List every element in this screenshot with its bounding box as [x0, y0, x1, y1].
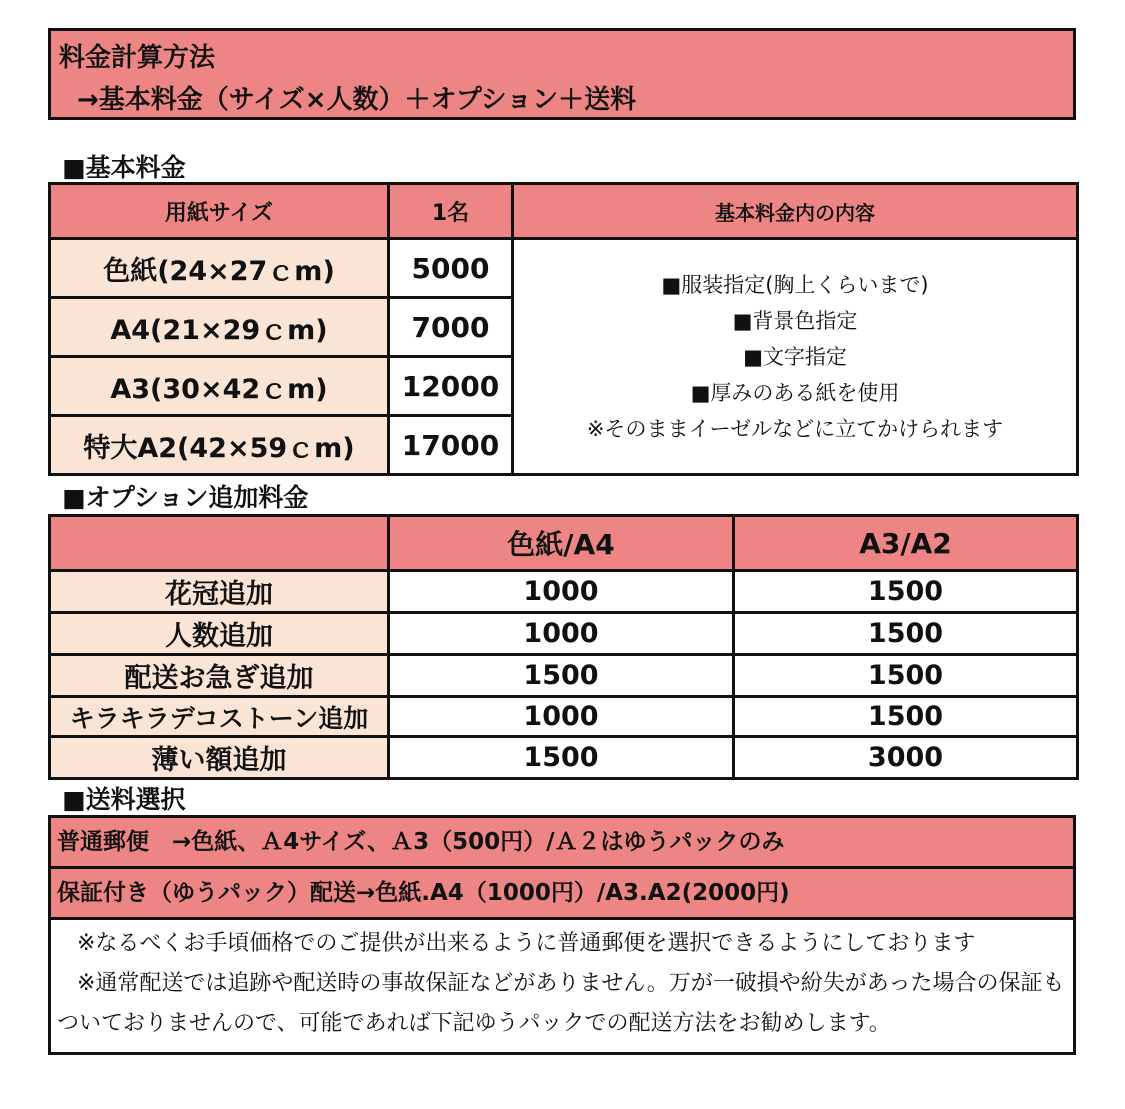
- header-one-person: 1名: [389, 184, 513, 239]
- option-name: 配送お急ぎ追加: [50, 655, 389, 697]
- price-cell: 12000: [389, 357, 513, 416]
- option-price-b: 1500: [734, 655, 1078, 697]
- pricing-formula-title: 料金計算方法: [59, 43, 216, 73]
- header-paper-size: 用紙サイズ: [50, 184, 389, 239]
- header-a3-a2: A3/A2: [734, 516, 1078, 571]
- shipping-option-regular: 普通郵便 →色紙、Ａ4サイズ、Ａ3（500円）/Ａ２はゆうパックのみ: [51, 818, 1073, 869]
- table-header-row: [50, 516, 1078, 571]
- shipping-title: ■送料選択: [62, 785, 186, 814]
- basic-fee-table: [48, 182, 1079, 476]
- option-price-a: 1500: [389, 737, 734, 779]
- table-header-row: [50, 184, 1078, 239]
- contents-item: ■背景色指定: [732, 308, 858, 333]
- pricing-formula-text: →基本料金（サイズ×人数）＋オプション＋送料: [77, 85, 637, 115]
- option-price-b: 1500: [734, 571, 1078, 613]
- option-price-a: 1000: [389, 697, 734, 737]
- table-row: [50, 571, 1078, 613]
- option-price-a: 1500: [389, 655, 734, 697]
- contents-item: ■厚みのある紙を使用: [690, 380, 900, 405]
- option-price-b: 1500: [734, 613, 1078, 655]
- option-price-b: 1500: [734, 697, 1078, 737]
- option-price-b: 3000: [734, 737, 1078, 779]
- shipping-option-insured: 保証付き（ゆうパック）配送→色紙.A4（1000円）/A3.A2(2000円): [51, 869, 1073, 920]
- contents-item: ■服装指定(胸上くらいまで): [661, 272, 929, 297]
- contents-item: ■文字指定: [743, 344, 847, 369]
- size-cell: A4(21×29ｃm): [50, 298, 389, 357]
- price-cell: 17000: [389, 416, 513, 475]
- size-cell: 特大A2(42×59ｃm): [50, 416, 389, 475]
- option-fee-title: ■オプション追加料金: [62, 483, 309, 512]
- contents-cell: [513, 239, 1078, 475]
- table-row: [50, 613, 1078, 655]
- header-contents: 基本料金内の内容: [513, 184, 1078, 239]
- shipping-note: ※なるべくお手頃価格でのご提供が出来るように普通郵便を選択できるようにしております: [77, 931, 976, 956]
- basic-fee-title: ■基本料金: [62, 153, 186, 182]
- table-row: [50, 655, 1078, 697]
- price-cell: 7000: [389, 298, 513, 357]
- table-row: [50, 737, 1078, 779]
- size-cell: 色紙(24×27ｃm): [50, 239, 389, 298]
- table-row: [50, 697, 1078, 737]
- option-fee-table: [48, 514, 1079, 780]
- option-name: 薄い額追加: [50, 737, 389, 779]
- option-name: 花冠追加: [50, 571, 389, 613]
- option-name: 人数追加: [50, 613, 389, 655]
- pricing-formula-box: [48, 28, 1076, 120]
- shipping-box: [48, 815, 1076, 1055]
- header-empty: [50, 516, 389, 571]
- shipping-note: ※通常配送では追跡や配送時の事故保証などがありません。万が一破損や紛失があった場合の保証もついておりませんので、可能であれば下記ゆうパックでの配送方法をお勧めします。: [57, 971, 1065, 1036]
- table-row: [50, 239, 1078, 298]
- option-price-a: 1000: [389, 613, 734, 655]
- price-cell: 5000: [389, 239, 513, 298]
- size-cell: A3(30×42ｃm): [50, 357, 389, 416]
- option-name: キラキラデコストーン追加: [50, 697, 389, 737]
- header-shikishi-a4: 色紙/A4: [389, 516, 734, 571]
- contents-note: ※そのままイーゼルなどに立てかけられます: [586, 416, 1004, 441]
- shipping-notes: [51, 920, 1073, 1052]
- option-price-a: 1000: [389, 571, 734, 613]
